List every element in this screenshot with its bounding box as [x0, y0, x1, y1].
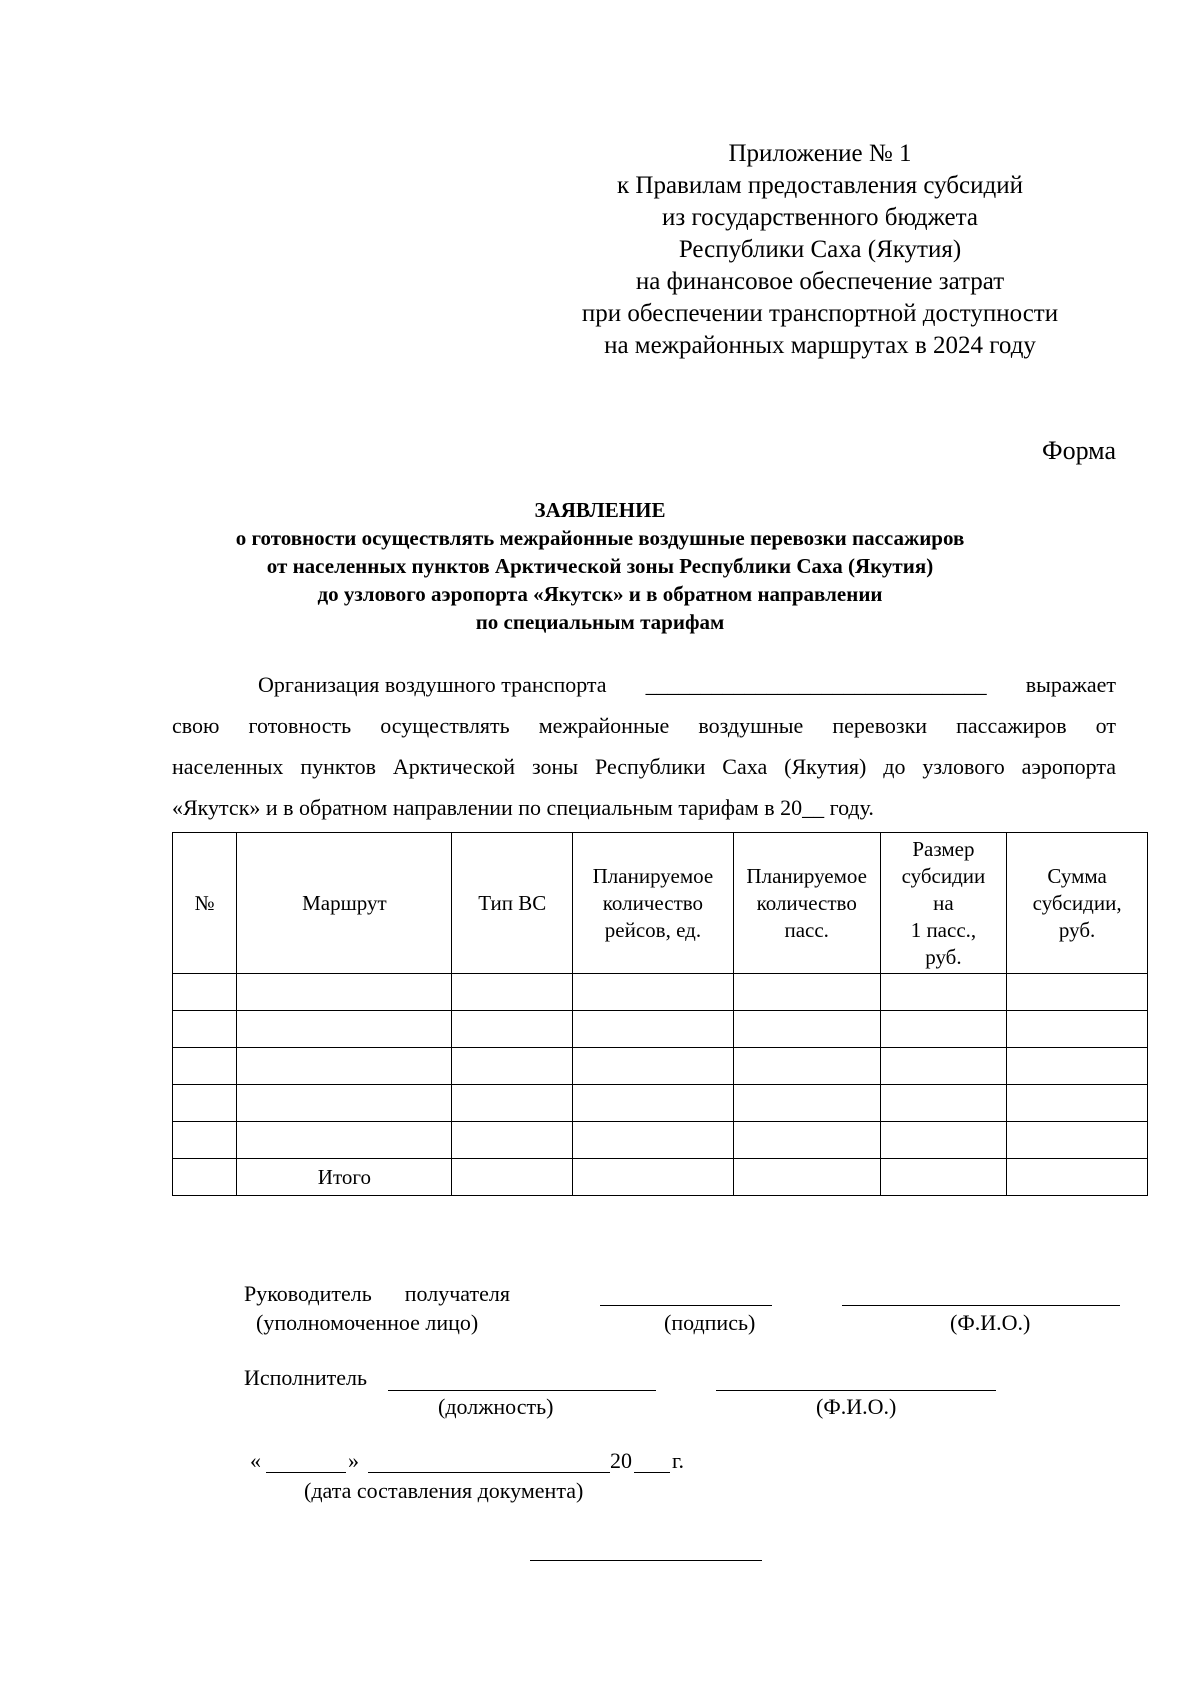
appendix-line: Приложение № 1 — [728, 140, 912, 167]
title-line: по специальным тарифам — [475, 610, 725, 634]
table-cell[interactable] — [573, 1048, 734, 1085]
col-header-route: Маршрут — [237, 833, 452, 974]
table-cell[interactable] — [1007, 1159, 1148, 1196]
table-cell[interactable] — [880, 1048, 1007, 1085]
table-cell[interactable] — [880, 1085, 1007, 1122]
appendix-line: к Правилам предоставления субсидий — [617, 172, 1023, 199]
fio-caption: (Ф.И.О.) — [950, 1310, 1031, 1335]
appendix-line: на межрайонных маршрутах в 2024 году — [604, 332, 1036, 359]
document-title — [150, 496, 1050, 636]
table-cell[interactable] — [880, 974, 1007, 1011]
header-text: Планируемое — [746, 863, 867, 888]
header-text: руб. — [1058, 917, 1096, 942]
title-line: от населенных пунктов Арктической зоны Республики Саха (Якутия) — [266, 554, 934, 578]
col-header-num: № — [173, 833, 237, 974]
paragraph-text: «Якутск» и в обратном направлении по специальным тарифам в 20__ году. — [172, 795, 874, 820]
statement-paragraph — [172, 664, 1116, 828]
table-total-row — [173, 1159, 1148, 1196]
table-cell[interactable] — [173, 1085, 237, 1122]
date-month-line[interactable] — [368, 1472, 610, 1473]
date-year-prefix: 20 — [610, 1448, 632, 1473]
title-line: до узлового аэропорта «Якутск» и в обратном направлении — [317, 582, 883, 606]
executor-label: Исполнитель — [244, 1365, 368, 1390]
table-cell[interactable] — [733, 974, 880, 1011]
table-cell[interactable] — [573, 1159, 734, 1196]
paragraph-line-1 — [172, 664, 1116, 705]
table-cell[interactable] — [237, 1048, 452, 1085]
header-text: Сумма — [1047, 863, 1107, 888]
table-cell[interactable] — [1007, 1085, 1148, 1122]
date-year-suffix: г. — [672, 1448, 685, 1473]
org-label: Организация воздушного транспорта — [258, 672, 607, 697]
header-text: на — [933, 890, 954, 915]
col-header-subsidy-size — [880, 833, 1007, 974]
paragraph-text: свою готовность осуществлять межрайонные воздушные перевозки пассажиров от — [172, 713, 1116, 738]
date-caption: (дата составления документа) — [304, 1478, 584, 1503]
appendix-header — [540, 138, 1100, 362]
executor-fio-line[interactable] — [716, 1390, 996, 1391]
header-text: Размер — [912, 836, 975, 861]
header-text: пасс. — [784, 917, 829, 942]
paragraph-line-4 — [172, 787, 1116, 828]
table-cell[interactable] — [880, 1159, 1007, 1196]
table-cell[interactable] — [1007, 974, 1148, 1011]
bottom-divider — [530, 1560, 762, 1561]
appendix-line: из государственного бюджета — [662, 204, 978, 231]
head-label — [244, 1281, 510, 1307]
table-cell[interactable] — [452, 1048, 573, 1085]
date-year-line[interactable] — [634, 1472, 670, 1473]
table-cell[interactable] — [1007, 1011, 1148, 1048]
col-header-aircraft: Тип ВС — [452, 833, 573, 974]
table-cell[interactable] — [237, 974, 452, 1011]
header-text: 1 пасс., — [910, 917, 977, 942]
table-cell[interactable] — [237, 1122, 452, 1159]
table-row — [173, 974, 1148, 1011]
table-cell[interactable] — [173, 1122, 237, 1159]
table-cell[interactable] — [1007, 1122, 1148, 1159]
col-header-subsidy-sum — [1007, 833, 1148, 974]
position-caption: (должность) — [438, 1394, 554, 1419]
header-text: количество — [756, 890, 857, 915]
table-cell[interactable] — [573, 1122, 734, 1159]
signature-line[interactable] — [600, 1305, 772, 1306]
routes-table — [172, 832, 1148, 1196]
date-day-line[interactable] — [266, 1472, 346, 1473]
table-cell[interactable] — [452, 1011, 573, 1048]
header-text: Планируемое — [592, 863, 714, 888]
appendix-line: на финансовое обеспечение затрат — [635, 268, 1005, 295]
fio-line[interactable] — [842, 1305, 1120, 1306]
table-cell[interactable] — [573, 1011, 734, 1048]
table-cell[interactable] — [733, 1011, 880, 1048]
table-cell[interactable] — [237, 1011, 452, 1048]
table-cell[interactable] — [173, 974, 237, 1011]
table-cell[interactable] — [1007, 1048, 1148, 1085]
total-label: Итого — [237, 1159, 452, 1196]
date-close-quote: » — [348, 1448, 359, 1473]
head-label-word: Руководитель — [244, 1281, 372, 1306]
header-text: субсидии, — [1032, 890, 1122, 915]
header-text: субсидии — [901, 863, 986, 888]
table-cell[interactable] — [173, 1048, 237, 1085]
org-name-blank[interactable]: _______________________________ — [645, 672, 987, 697]
executor-fio-caption: (Ф.И.О.) — [816, 1394, 897, 1419]
table-cell[interactable] — [880, 1011, 1007, 1048]
expresses-word: выражает — [1025, 672, 1116, 697]
table-cell[interactable] — [573, 1085, 734, 1122]
head-label-word: получателя — [404, 1281, 510, 1306]
paragraph-line-3 — [172, 746, 1116, 787]
table-row — [173, 1048, 1148, 1085]
title-heading: ЗАЯВЛЕНИЕ — [534, 498, 666, 522]
table-cell[interactable] — [880, 1122, 1007, 1159]
table-cell[interactable] — [452, 974, 573, 1011]
date-open-quote: « — [250, 1448, 261, 1473]
table-cell[interactable] — [237, 1085, 452, 1122]
position-line[interactable] — [388, 1390, 656, 1391]
paragraph-line-2 — [172, 705, 1116, 746]
table-cell[interactable] — [733, 1085, 880, 1122]
form-label: Форма — [1042, 436, 1116, 465]
table-row — [173, 1085, 1148, 1122]
table-cell[interactable] — [733, 1048, 880, 1085]
table-cell[interactable] — [452, 1122, 573, 1159]
head-label-sub: (уполномоченное лицо) — [256, 1310, 479, 1335]
table-cell[interactable] — [733, 1159, 880, 1196]
table-row — [173, 1011, 1148, 1048]
appendix-line: Республики Саха (Якутия) — [678, 236, 962, 263]
header-text: рейсов, ед. — [604, 917, 702, 942]
header-text: руб. — [925, 944, 962, 969]
paragraph-text: населенных пунктов Арктической зоны Республики Саха (Якутия) до узлового аэропорта — [172, 754, 1116, 779]
table-cell[interactable] — [452, 1159, 573, 1196]
appendix-line: при обеспечении транспортной доступности — [581, 300, 1059, 327]
signature-caption: (подпись) — [664, 1310, 756, 1335]
table-cell[interactable] — [173, 1011, 237, 1048]
table-row — [173, 1122, 1148, 1159]
table-cell[interactable] — [573, 974, 734, 1011]
header-text: количество — [602, 890, 704, 915]
col-header-flights — [573, 833, 734, 974]
table-header-row — [173, 833, 1148, 974]
table-cell[interactable] — [733, 1122, 880, 1159]
col-header-passengers — [733, 833, 880, 974]
table-cell[interactable] — [173, 1159, 237, 1196]
table-cell[interactable] — [452, 1085, 573, 1122]
title-line: о готовности осуществлять межрайонные воздушные перевозки пассажиров — [235, 526, 965, 550]
